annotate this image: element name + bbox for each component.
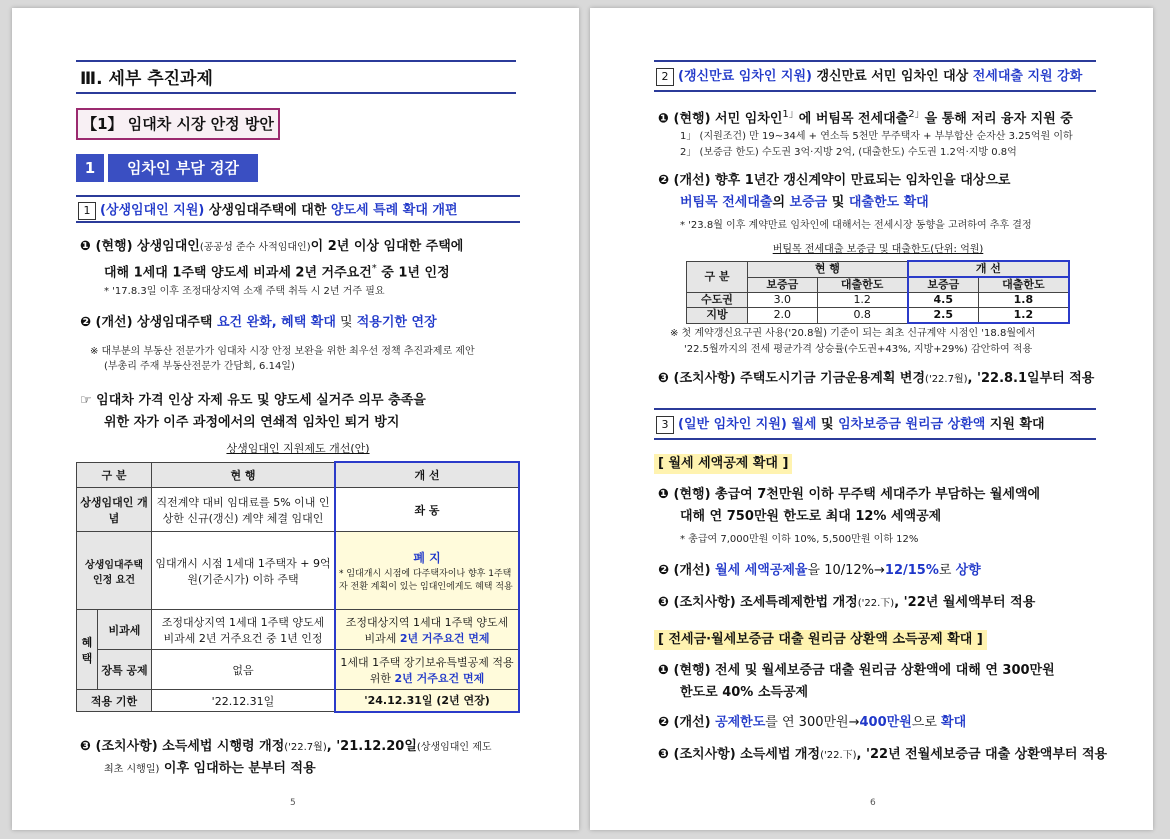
col-gubun: 구 분 [687,261,748,293]
c-bullet-2-line2 [680,192,929,214]
sub-col: 보증금 [908,277,979,293]
c-note-2: 2」 (보증금 한도) 수도권 3억·지방 2억, (대출한도) 수도권 1.2억·지방 0.8억 [680,147,1017,158]
bullet-label: ❸ (조치사항) 조세특례제한법 개정 [658,595,858,610]
cell-current: '22.12.31일 [152,690,336,712]
sub-heading-3 [654,408,1096,440]
jeonse-heading: [ 전세금·월세보증금 대출 원리금 상환액 소득공제 확대 ] [654,630,987,650]
bullet-blue: 버팀목 전세대출 [680,195,773,210]
cell-current: 직전계약 대비 임대료를 5% 이내 인상한 신규(갱신) 계약 체결 임대인 [152,488,336,532]
footnote-mark: 1」 [782,109,799,120]
bullet-mid: 및 [335,315,357,330]
table-row [77,650,520,690]
row-label: 상생임대인 개념 [77,488,152,532]
page-6 [590,8,1153,830]
sub-number: 1 [78,202,96,220]
sub-highlight: 양도세 특례 확대 개편 [330,203,458,218]
item-title: 임차인 부담 경감 [108,154,258,182]
bullet-blue-2: 보증금 [789,195,828,210]
table-title: 상생임대인 지원제도 개선(안) [226,442,370,455]
cell-current: 임대개시 시점 1세대 1주택자 + 9억원(기준시가) 이하 주택 [152,532,336,610]
bullet-small: ('22.下) [857,598,895,609]
cell-new-text: 조정대상지역 1세대 1주택 양도세 비과세 [345,615,509,645]
bullet-mid: 의 [772,195,790,210]
cell: 4.5 [908,293,979,308]
bullet-blue: 월세 세액공제율 [715,563,808,578]
sub-text: 갱신만료 서민 임차인 대상 [816,69,973,84]
bullet-rest: , '22년 월세액부터 적용 [894,595,1036,610]
page-5 [12,8,579,830]
table-row [687,293,1070,308]
sub-heading-1 [76,195,520,223]
bullet-small-2: (상생임대인 제도 [416,742,492,753]
col-current: 현 행 [152,462,336,488]
bullet-label: ❸ (조치사항) 주택도시기금 기금운용계획 변경 [658,371,926,386]
bullet-blue-2: 12/15% [884,563,939,578]
cell-new-note: * 임대개시 시점에 다주택자이나 향후 1주택자 전환 계획이 있는 임대인에게도 혜택 적용 [339,569,513,592]
cell-new-title: 폐 지 [413,551,441,565]
sub-heading-2 [654,60,1096,92]
col-new: 개 선 [335,462,519,488]
row-label: 수도권 [687,293,748,308]
bullet-label: ❶ (현행) 상생임대인 [80,239,200,254]
bullet-label: ❷ (개선) [658,715,716,730]
d-bullet-1-line2: 대해 연 750만원 한도로 최대 12% 세액공제 [680,509,942,524]
bullet-label: ❷ (개선) [658,563,716,578]
bullet-label: ❸ (조치사항) 소득세법 시행령 개정 [80,739,285,754]
bullet-1-note: * '17.8.3일 이후 조정대상지역 소재 주택 취득 시 2년 거주 필요 [104,286,385,297]
table-row [77,532,520,610]
col-gubun: 구 분 [77,462,152,488]
page-number: 5 [290,798,296,808]
bullet-blue-2: 적용기한 연장 [356,315,437,330]
d-note-1: * 총급여 7,000만원 이하 10%, 5,500만원 이하 12% [680,534,919,545]
c-note-5: '22.5월까지의 전세 평균가격 상승률(수도권+43%, 지방+29%) 감안하여 적용 [684,344,1033,355]
cell-current: 조정대상지역 1세대 1주택 양도세 비과세 2년 거주요건 중 1년 인정 [152,610,336,650]
bullet-1-line2 [104,258,450,284]
bullet-small: 최초 시행일) [104,764,160,775]
improvement-table [76,461,520,713]
row-label: 상생임대주택 인정 요건 [77,532,152,610]
c-bullet-1 [658,104,1073,130]
sub-text: 상생임대주택에 대한 [208,203,331,218]
cell: 0.8 [817,308,908,324]
d-bullet-3 [658,592,1035,615]
sub-highlight: 월세 [791,417,817,432]
row-label: 비과세 [98,610,152,650]
cell: 1.2 [978,308,1069,324]
sub-label: (갱신만료 임차인 지원) [678,69,817,84]
bullet-mid: 에 버팀목 전세대출 [798,111,909,127]
cell: 1.2 [817,293,908,308]
item-number: 1 [76,154,104,182]
bullet-blue: 공제한도 [715,715,766,730]
bullet-mid: 을 10/12%→ [807,563,885,578]
bullet-blue-3: 상향 [955,563,981,578]
sub-col: 보증금 [748,277,818,293]
table-row [687,308,1070,324]
bullet-mid: 를 연 300만원→ [765,715,860,730]
cell: 1.8 [978,293,1069,308]
bullet-rest: 을 통해 저리 융자 지원 중 [924,111,1073,127]
bullet-mid-2: 및 [827,195,849,210]
bullet-text-rest: 중 1년 인정 [376,265,450,281]
bullet-label: ❸ (조치사항) 소득세법 개정 [658,747,821,762]
e-bullet-1-line1: ❶ (현행) 전세 및 월세보증금 대출 원리금 상환액에 대해 연 300만원 [658,663,1055,678]
bullet-3-line1 [80,736,492,759]
cell: 3.0 [748,293,818,308]
bullet-2-note-1: ※ 대부분의 부동산 전문가가 임대차 시장 안정 보완을 위한 최우선 정책 추진과제로 제안 [90,346,475,357]
sub-highlight: 전세대출 지원 강화 [972,69,1083,84]
sub-number: 2 [656,68,674,86]
bullet-small: ('22.7월) [284,742,327,753]
cell-new [335,610,519,650]
row-group-label: 혜 택 [77,610,98,690]
cell: 2.5 [908,308,979,324]
arrow-line-2: 위한 자가 이주 과정에서의 연쇄적 임차인 퇴거 방지 [104,415,400,430]
bullet-rest: 이 2년 이상 임대한 주택에 [310,239,464,254]
e-bullet-1-line2: 한도로 40% 소득공제 [680,685,809,700]
c-bullet-3 [658,368,1094,391]
table-header [77,462,520,488]
cell-new-highlight: 2년 거주요건 면제 [394,671,485,685]
footnote-mark: * [371,263,377,274]
bullet-blue-3: 확대 [941,715,967,730]
bullet-label: ❶ (현행) 서민 임차인 [658,111,783,127]
bullet-rest: , '22.8.1일부터 적용 [967,371,1095,386]
cell-new-highlight: 2년 거주요건 면제 [399,631,490,645]
bullet-rest: , '22년 전월세보증금 대출 상환액부터 적용 [856,747,1108,762]
table-row [77,690,520,712]
bullet-rest: , '21.12.20일 [326,739,417,754]
bullet-2-note-2: (부총리 주재 부동산전문가 간담회, 6.14일) [104,361,295,372]
sub-highlight-2: 임차보증금 원리금 상환액 [838,417,986,432]
table2-title: 버팀목 전세대출 보증금 및 대출한도(단위: 억원) [772,244,984,255]
bullet-mid-2: 으로 [911,715,942,730]
loan-table [686,260,1070,324]
bullet-label: ❷ (개선) 상생임대주택 [80,315,217,330]
cell-new [335,532,519,610]
sub-label: (일반 임차인 지원) [678,417,792,432]
subsection-box: 【1】 임대차 시장 안정 방안 [76,108,280,140]
page-number: 6 [870,798,876,808]
sub-col: 대출한도 [817,277,908,293]
e-bullet-2 [658,712,966,734]
cell-current: 없음 [152,650,336,690]
bullet-blue-2: 400만원 [859,715,912,730]
c-note-3: * '23.8월 이후 계약만료 임차인에 대해서는 전세시장 동향을 고려하여 추후 결정 [680,220,1032,231]
e-bullet-3 [658,744,1107,767]
sub-col: 대출한도 [978,277,1069,293]
cell-new: 좌 동 [335,488,519,532]
sub-text-2: 지원 확대 [985,417,1045,432]
cell-new-text: 1세대 1주택 장기보유특별공제 적용 위한 [340,655,514,685]
bullet-3-line2 [104,758,316,781]
table-row [77,488,520,532]
bullet-small: (공공성 준수 사적임대인) [199,242,311,253]
sub-label: (상생임대인 지원) [100,203,209,218]
bullet-text: 대해 1세대 1주택 양도세 비과세 2년 거주요건 [104,265,372,281]
c-note-1: 1」 (지원조건) 만 19~34세 + 연소득 5천만 무주택자 + 부부합산 순자산 3.25억원 이하 [680,131,1073,142]
table-row [77,610,520,650]
d-bullet-2 [658,560,981,582]
cell-new [335,650,519,690]
bullet-rest: 이후 임대하는 분부터 적용 [159,761,316,776]
d-bullet-1-line1: ❶ (현행) 총급여 7천만원 이하 무주택 세대주가 부담하는 월세액에 [658,487,1041,502]
bullet-blue: 요건 완화, 혜택 확대 [216,315,336,330]
wolse-heading: [ 월세 세액공제 확대 ] [654,454,792,474]
section-title: Ⅲ. 세부 추진과제 [76,60,516,94]
bullet-1-line1 [80,236,463,259]
arrow-line-1: ☞ 임대차 가격 인상 자제 유도 및 양도세 실거주 의무 충족을 [80,393,426,408]
sub-number: 3 [656,416,674,434]
col-current: 현 행 [748,261,908,277]
c-bullet-2-line1: ❷ (개선) 향후 1년간 갱신계약이 만료되는 임차인을 대상으로 [658,173,1011,188]
cell: 2.0 [748,308,818,324]
table2-header [687,261,1070,277]
bullet-2 [80,312,437,334]
bullet-blue-3: 대출한도 확대 [848,195,929,210]
c-note-4: ※ 첫 계약갱신요구권 사용('20.8월) 기준이 되는 최초 신규계약 시점인 '18.8월에서 [670,328,1036,339]
bullet-mid-2: 로 [938,563,956,578]
cell-new: '24.12.31일 (2년 연장) [335,690,519,712]
row-label: 적용 기한 [77,690,152,712]
row-label: 장특 공제 [98,650,152,690]
footnote-mark-2: 2」 [908,109,925,120]
col-new: 개 선 [908,261,1069,277]
bullet-small: ('22.下) [820,750,857,761]
sub-text: 및 [816,417,839,432]
row-label: 지방 [687,308,748,324]
bullet-small: ('22.7월) [925,374,968,385]
